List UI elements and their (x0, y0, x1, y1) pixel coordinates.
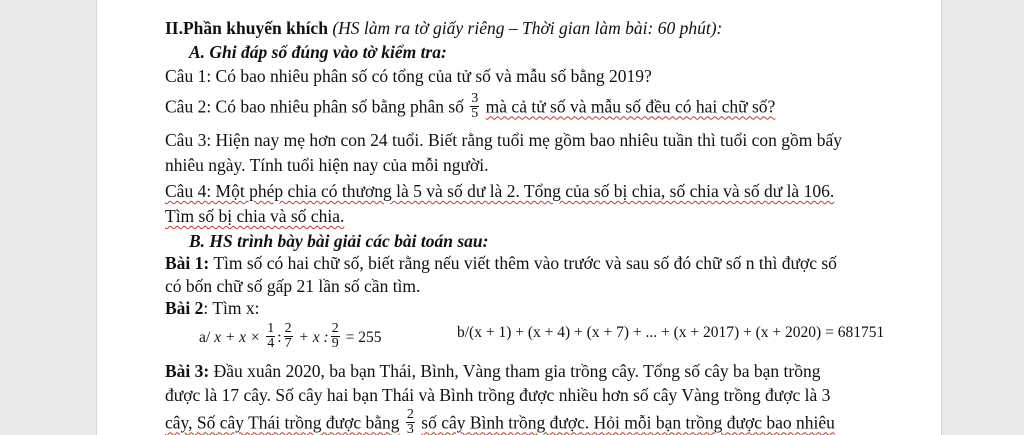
fraction-one-fourth (266, 322, 275, 351)
question-2-pre: Câu 2: Có bao nhiêu phân số bằng phân số (165, 96, 464, 117)
question-2-post: mà cả tử số và mẫu số đều có hai chữ số? (485, 96, 776, 117)
bai-2-text: : Tìm x: (203, 298, 260, 318)
bai-1-line-1 (165, 253, 837, 274)
fraction-numerator: 2 (284, 321, 292, 336)
fraction-denominator: 4 (267, 336, 275, 351)
equation-a-prefix: a/ (199, 329, 211, 347)
bai-1-text: Tìm số có hai chữ số, biết rằng nếu viết thêm vào trước và sau số đó chữ số n thì được số (213, 253, 837, 273)
fraction-two-ninths (331, 322, 340, 351)
bai-3-text: Đầu xuân 2020, ba bạn Thái, Bình, Vàng tham gia trồng cây. Tổng số cây ba bạn trồng (213, 361, 821, 381)
question-1: Câu 1: Có bao nhiêu phân số có tổng của tử số và mẫu số bằng 2019? (165, 66, 652, 86)
fraction-numerator: 3 (471, 91, 479, 106)
bai-2-label: Bài 2 (165, 298, 204, 318)
section-title: II.Phần khuyến khích (165, 18, 328, 38)
bai-3-line-3 (165, 407, 835, 435)
bai-3-line-1 (165, 361, 821, 382)
fraction-numerator: 2 (331, 321, 339, 336)
equation-a-part-4: = 255 (345, 329, 382, 347)
equation-a-part-2: : (277, 329, 282, 347)
bai-3-line-3-post: số cây Bình trồng được. Hỏi mỗi bạn trồng được bao nhiêu (421, 412, 835, 433)
equation-a (199, 321, 382, 353)
question-4-line-1: Câu 4: Một phép chia có thương là 5 và số dư là 2. Tổng của số bị chia, số chia và số dư là 106. (165, 181, 835, 201)
fraction-denominator: 3 (406, 422, 414, 435)
fraction-three-fifths (470, 92, 479, 121)
question-3-line-1: Câu 3: Hiện nay mẹ hơn con 24 tuổi. Biết rằng tuổi mẹ gồm bao nhiêu tuần thì tuổi con gồm bấy (165, 130, 843, 150)
bai-3-label: Bài 3: (165, 361, 210, 381)
equation-a-part-3: + x : (298, 329, 329, 347)
equation-a-part-1: x + x × (214, 329, 261, 347)
part-a-heading: A. Ghi đáp số đúng vào tờ kiểm tra: (189, 42, 447, 62)
fraction-denominator: 5 (471, 106, 479, 121)
fraction-numerator: 1 (267, 321, 275, 336)
bai-1-line-2: có bốn chữ số gấp 21 lần số cần tìm. (165, 276, 421, 296)
fraction-denominator: 9 (331, 336, 339, 351)
bai-2-heading (165, 298, 260, 319)
fraction-denominator: 7 (284, 336, 292, 351)
fraction-numerator: 2 (406, 407, 414, 422)
fraction-two-sevenths (284, 322, 293, 351)
question-3-line-2: nhiêu ngày. Tính tuổi hiện nay của mỗi người. (165, 155, 489, 175)
bai-3-line-3-pre: cây, Số cây Thái trồng được bằng (165, 412, 400, 433)
question-4-line-2: Tìm số bị chia và số chia. (165, 206, 345, 226)
document-page (96, 0, 942, 435)
part-b-heading: B. HS trình bày bài giải các bài toán sau: (189, 231, 489, 251)
equation-b: b/(x + 1) + (x + 4) + (x + 7) + ... + (x + 2017) + (x + 2020) = 681751 (457, 324, 885, 341)
section-subtitle: (HS làm ra tờ giấy riêng – Thời gian làm bài: 60 phút): (332, 18, 723, 38)
fraction-two-thirds (406, 408, 415, 435)
bai-3-line-2: được là 17 cây. Số cây hai bạn Thái và Bình trồng được nhiều hơn số cây Vàng trồng được là 3 (165, 385, 831, 405)
section-heading (165, 18, 722, 39)
question-2 (165, 91, 776, 123)
bai-1-label: Bài 1: (165, 253, 210, 273)
